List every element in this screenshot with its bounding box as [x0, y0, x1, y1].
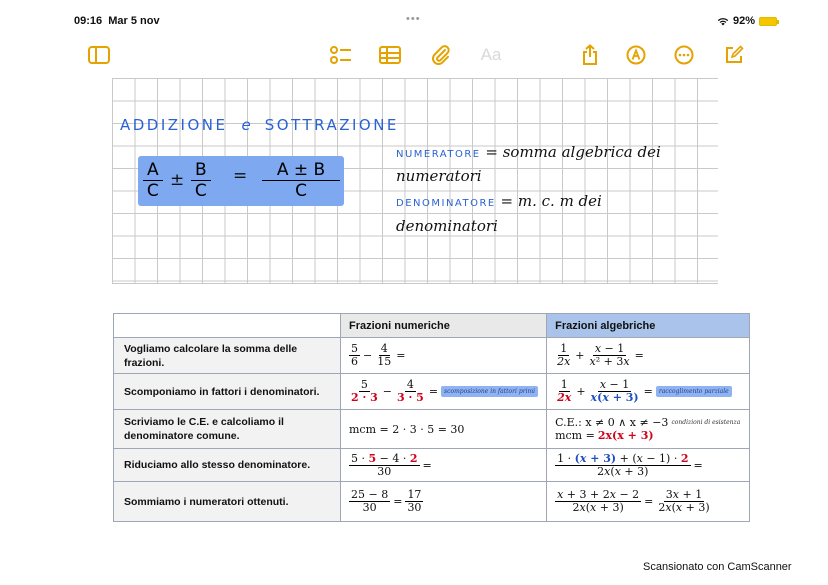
step-label: Sommiamo i numeratori ottenuti.: [114, 482, 341, 522]
paperclip-icon: [431, 45, 451, 65]
step-label: Scomponiamo in fattori i denominatori.: [114, 374, 341, 410]
table-button[interactable]: [378, 44, 402, 66]
handwritten-note: condizioni di esistenza: [671, 419, 741, 426]
numeric-expression: 5 6 − 4 15 =: [341, 338, 547, 374]
markup-icon: [626, 45, 646, 65]
fraction-sum-over-c: $\frac{A \pm B}{C}$: [262, 160, 340, 201]
table-row: [114, 410, 750, 449]
table-icon: [379, 46, 401, 64]
more-icon: [674, 45, 694, 65]
algebraic-expression: 1 2x + x − 1 x² + 3x =: [547, 338, 750, 374]
table-header-algebraic: Frazioni algebriche: [547, 314, 750, 338]
table-row: [114, 482, 750, 522]
status-time: 09:16 Mar 5 nov: [74, 15, 160, 27]
algebraic-expression: C.E.: x ≠ 0 ∧ x ≠ −3 condizioni di esistenza mcm = 2x(x + 3): [547, 410, 750, 449]
step-label: Riduciamo allo stesso denominatore.: [114, 449, 341, 482]
share-button[interactable]: [579, 44, 601, 66]
multitasking-dots[interactable]: •••: [406, 13, 421, 25]
algebraic-expression: 1 · (x + 3) + (x − 1) · 2 2x(x + 3) =: [547, 449, 750, 482]
denominatore-note-line2: denominatori: [396, 217, 498, 235]
table-header-empty: [114, 314, 341, 338]
algebraic-expression: x + 3 + 2x − 2 2x(x + 3) = 3x + 1 2x(x + 3): [547, 482, 750, 522]
numeric-expression: 5 · 5 − 4 · 2 30 =: [341, 449, 547, 482]
text-format-icon: Aa: [480, 45, 502, 64]
markup-button[interactable]: [625, 44, 647, 66]
sidebar-icon: [88, 46, 110, 64]
attachment-button[interactable]: [430, 44, 452, 66]
equals-sign: =: [233, 166, 248, 186]
numeratore-note-line2: numeratori: [396, 167, 482, 185]
more-button[interactable]: [673, 44, 695, 66]
algebraic-expression: 1 2x + x − 1 x(x + 3) = raccoglimento parziale: [547, 374, 750, 410]
plus-minus-sign: ±: [170, 170, 185, 190]
checklist-button[interactable]: [330, 44, 352, 66]
text-format-button[interactable]: [477, 44, 505, 66]
table-row: [114, 338, 750, 374]
fraction-b-over-c: $\frac{B}{C}$: [191, 160, 211, 201]
status-bar: [0, 0, 828, 30]
table-row: [114, 374, 750, 410]
denominatore-note: DENOMINATORE = m. c. m dei: [396, 192, 602, 210]
wifi-icon: [717, 16, 729, 26]
fraction-a-over-c: $\frac{A}{C}$: [143, 160, 163, 201]
battery-indicator: [717, 15, 777, 27]
scanner-watermark: Scansionato con CamScanner: [643, 561, 792, 573]
fractions-table: [113, 313, 750, 522]
battery-percent: 92%: [733, 15, 756, 27]
table-header-numeric: Frazioni numeriche: [341, 314, 547, 338]
table-row: [114, 449, 750, 482]
notes-title: ADDIZIONE e SOTTRAZIONE: [120, 116, 399, 134]
step-label: Vogliamo calcolare la somma delle frazioni.: [114, 338, 341, 374]
share-icon: [581, 44, 599, 66]
step-label: Scriviamo le C.E. e calcoliamo il denominatore comune.: [114, 410, 341, 449]
sidebar-button[interactable]: [87, 44, 111, 66]
handwritten-note-highlight: raccoglimento parziale: [656, 386, 732, 397]
numeratore-note: NUMERATORE = somma algebrica dei: [396, 143, 661, 161]
compose-button[interactable]: [723, 44, 745, 66]
compose-icon: [724, 45, 744, 65]
handwritten-note-highlight: scomposizione in fattori primi: [441, 386, 538, 397]
battery-icon: [759, 17, 777, 26]
numeric-expression: 25 − 8 30 = 17 30: [341, 482, 547, 522]
numeric-expression: mcm = 2 · 3 · 5 = 30: [341, 410, 547, 449]
numeric-expression: 5 2 · 3 − 4 3 · 5 = scomposizione in fattori primi: [341, 374, 547, 410]
checklist-icon: [330, 45, 352, 65]
